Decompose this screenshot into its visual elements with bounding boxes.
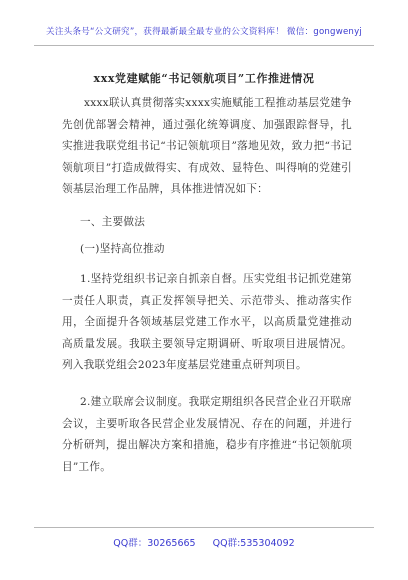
item-1-paragraph: 1.坚持党组织书记亲自抓亲自督。压实党组书记抓党建第一责任人职责，真正发挥领导把关、示范带头、推动落实作用，全面提升各领域基层党建工作水平，以高质量党建推动高质量发展。我联主要领导定期调研、听取项目进展情况。列入我联党组会2023年度基层党建重点研判项目。	[62, 273, 352, 371]
header-notice: 关注头条号“公文研究”，获得最新最全最专业的公文资料库！ 微信：gongwenyj	[46, 27, 362, 37]
header-divider	[34, 45, 374, 46]
footer-qq-group-2: QQ群:535304092	[212, 538, 295, 549]
document-title: xxx党建赋能“书记领航项目”工作推进情况	[93, 72, 315, 85]
footer-divider	[34, 527, 374, 528]
intro-paragraph: xxxx联认真贯彻落实xxxx实施赋能工程推动基层党建争先创优部署会精神，通过强化统筹调度、加强跟踪督导，扎实推进我联党组书记“书记领航项目”落地见效，致力把“书记领航项目”打造成做得实、有成效、显特色、叫得响的党建引领基层治理工作品牌，具体推进情况如下：	[62, 97, 352, 195]
subsection-heading: (一)坚持高位推动	[80, 243, 165, 255]
section-heading: 一、主要做法	[80, 216, 146, 228]
item-2-paragraph: 2.建立联席会议制度。我联定期组织各民营企业召开联席会议，主要听取各民营企业发展情况、存在的问题，并进行分析研判，提出解决方案和措施，稳步有序推进“书记领航项目”工作。	[62, 396, 352, 473]
footer-qq-group-1: QQ群：30265665	[113, 538, 196, 549]
footer	[0, 535, 408, 549]
